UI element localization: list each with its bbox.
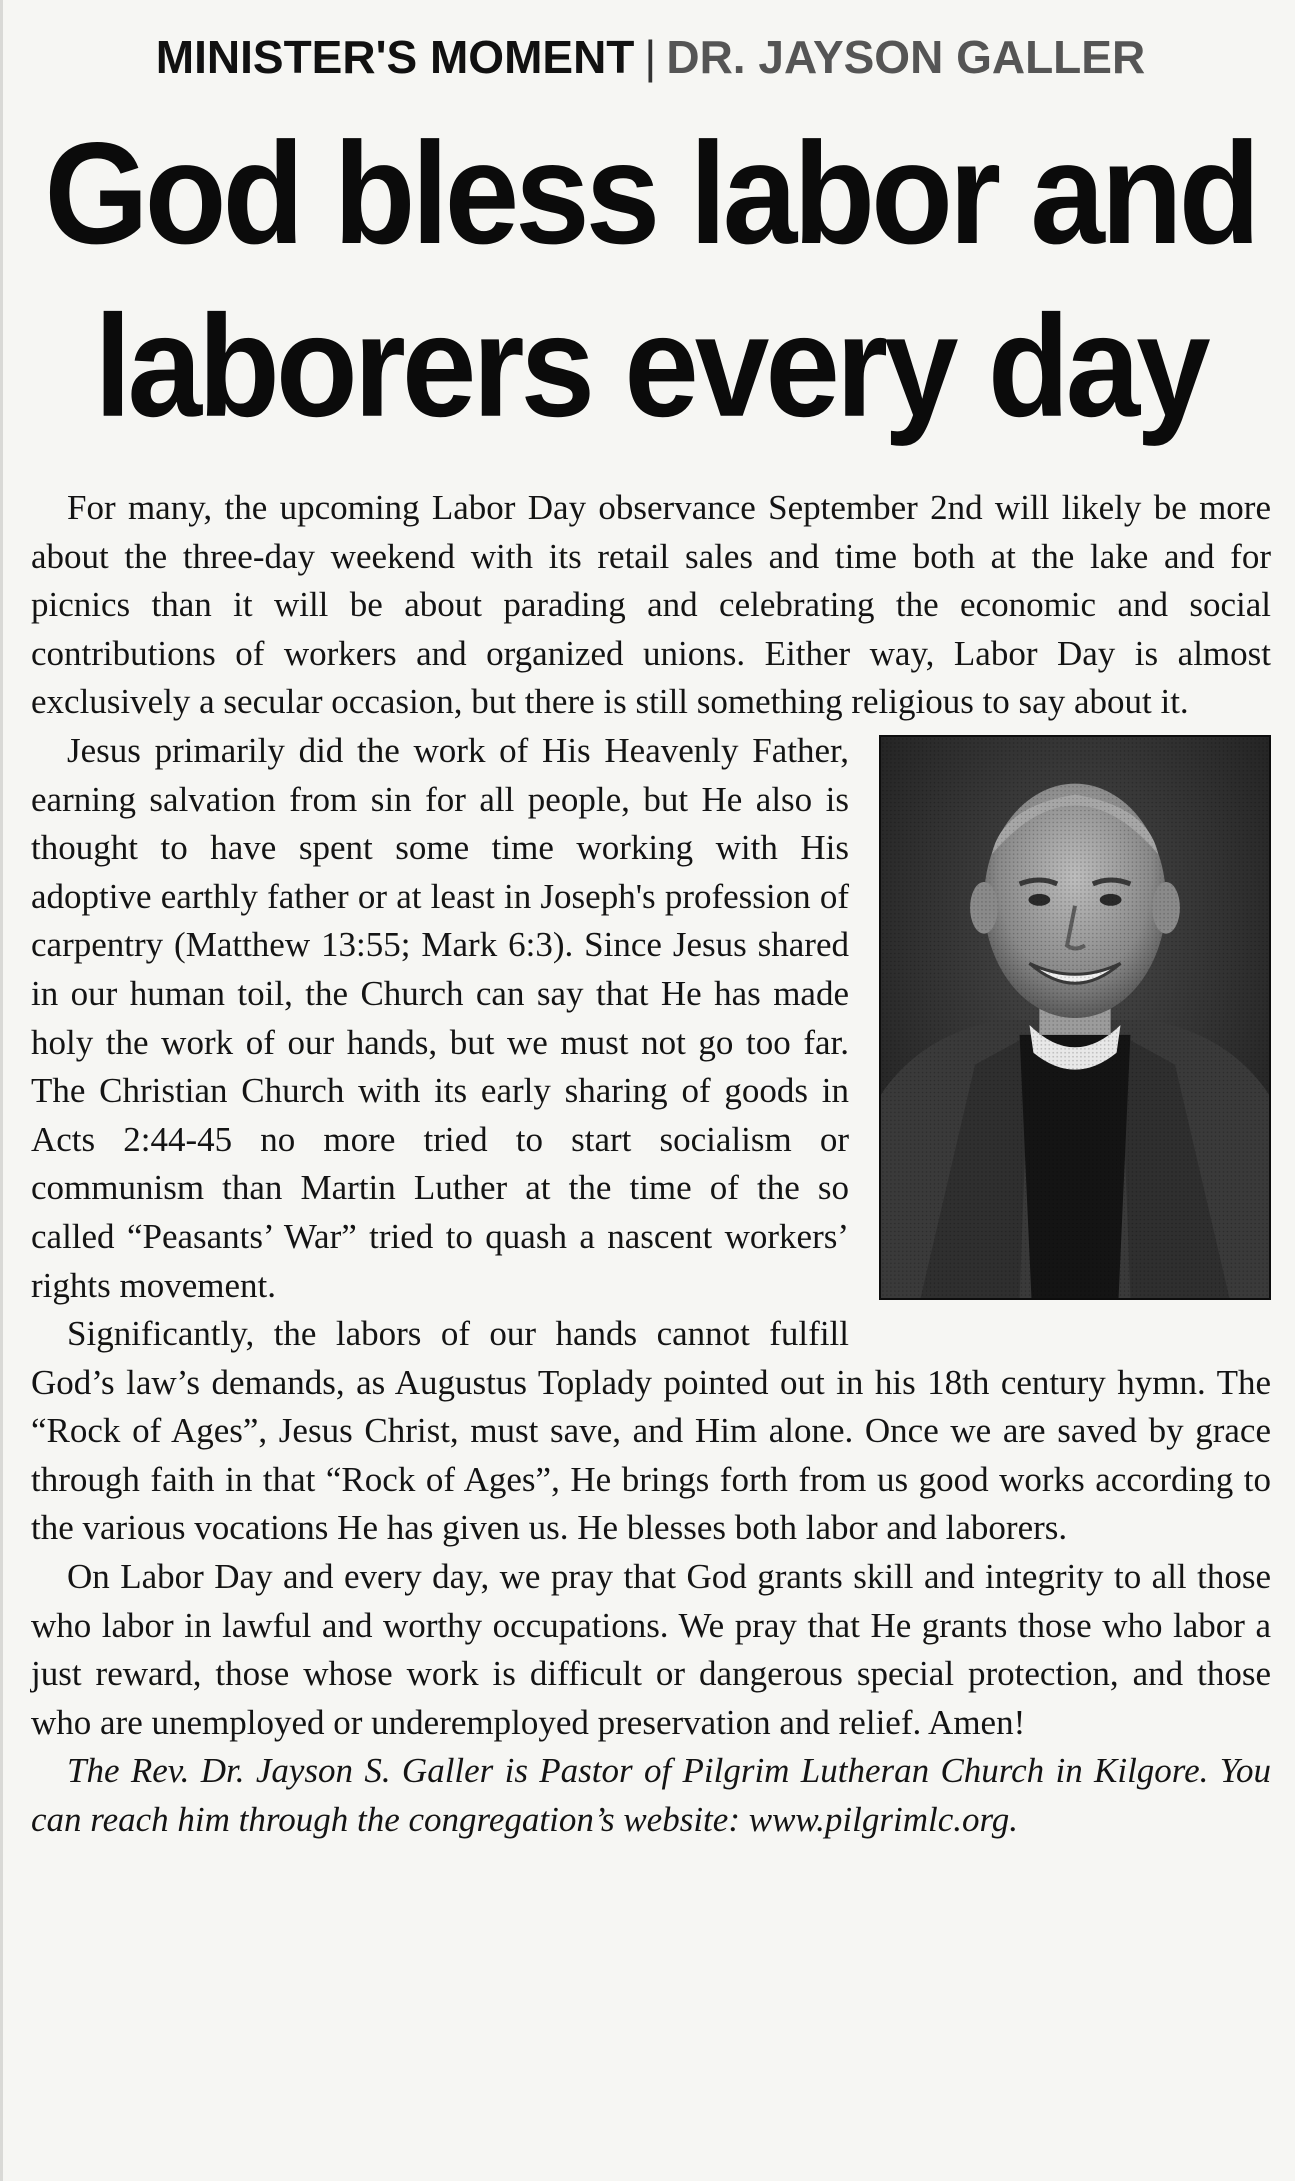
article-headline: God bless labor and laborers every day [44,113,1257,448]
column-name: MINISTER'S MOMENT [155,31,635,83]
column-header [3,30,1295,84]
author-photo [879,735,1271,1300]
author-portrait-image [881,737,1269,1298]
article-paragraph-2: Jesus primarily did the work of His Heavenly Father, earning salvation from sin for all people, but He also is thought to have spent some time working with His adoptive earthly father or at least in Joseph's profession of carpentry (Matthew 13:55; Mark 6:3). Since Jesus shared in our human toil, the Church can say that He has made holy the work of our hands, but we must not go too far. The Christian Church with its early sharing of goods in Acts 2:44-45 no more tried to start socialism or communism than Martin Luther at the time of the so called “Peasants’ War” tried to quash a nascent workers’ rights movement. [31,730,849,1305]
column-separator: | [644,31,657,83]
article-paragraph-1: For many, the upcoming Labor Day observance September 2nd will likely be more about the three-day weekend with its retail sales and time both at the lake and for picnics than it will be about parading and celebrating the economic and social contributions of workers and organized unions. Either way, Labor Day is almost exclusively a secular occasion, but there is still something religious to say about it. [31,488,1271,722]
article-paragraph-3: Significantly, the labors of our hands cannot fulfill God’s law’s demands, as Augustus Toplady pointed out in his 18th century hymn. The “Rock of Ages”, Jesus Christ, must save, and Him alone. Once we are saved by grace through faith in that “Rock of Ages”, He brings forth from us good works according to the various vocations He has given us. He blesses both labor and laborers. [31,1314,1271,1548]
author-bio: The Rev. Dr. Jayson S. Galler is Pastor of Pilgrim Lutheran Church in Kilgore. You can reach him through the congregation’s website: www.pilgrimlc.org. [31,1751,1271,1840]
column-author: DR. JAYSON GALLER [666,31,1146,83]
article-body [31,484,1271,1845]
article-paragraph-4: On Labor Day and every day, we pray that God grants skill and integrity to all those who labor in lawful and worthy occupations. We pray that He grants those who labor a just reward, those whose work is difficult or dangerous special protection, and those who are unemployed or underemployed preservation and relief. Amen! [31,1557,1271,1742]
